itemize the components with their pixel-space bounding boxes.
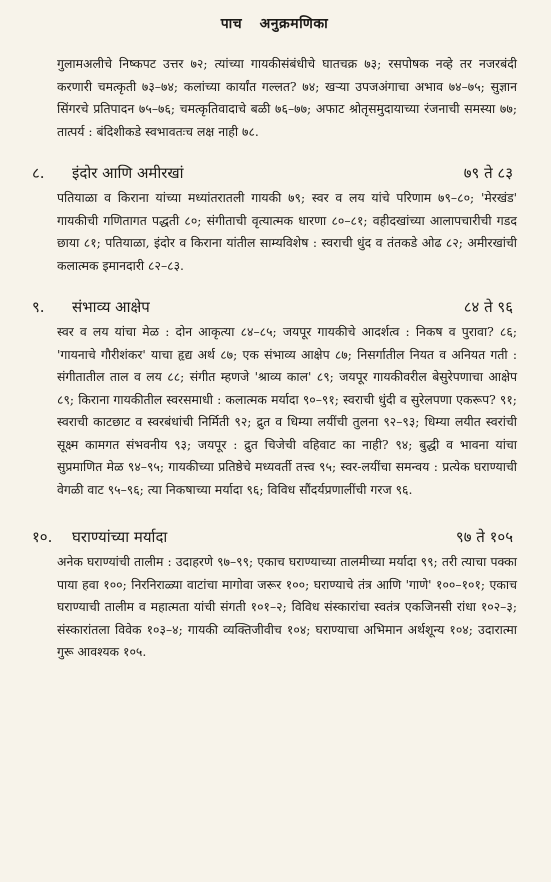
intro-paragraph: गुलामअलीचे निष्कपट उत्तर ७२; त्यांच्या गायकीसंबंधीचे घातचक्र ७३; रसपोषक नव्हे तर नजरबंदी करणारी चमत्कृती ७३–७४; कलांच्या कार्यांत गल्लत? ७४; खऱ्या उपजअंगाचा अभाव ७४–७५; सुज्ञान सिंगरचे प्रतिपादन ७५–७६; चमत्कृतिवादाचे बळी ७६–७७; अफाट श्रोतृसमुदायाच्या रंजनाची समस्या ७७; तात्पर्य : बंदिशीकडे स्वभावतःच लक्ष नाही ७८. bbox=[57, 56, 517, 139]
section-page-range: ८४ ते ९६ bbox=[463, 298, 513, 316]
section-heading bbox=[32, 527, 517, 547]
section-page-range: ७९ ते ८३ bbox=[463, 164, 513, 182]
page-header bbox=[32, 14, 517, 33]
section-number: ८. bbox=[32, 164, 45, 182]
section-page-range: ९७ ते १०५ bbox=[455, 528, 513, 546]
page-title: अनुक्रमणिका bbox=[259, 16, 329, 32]
page-number-label: पाच bbox=[220, 16, 243, 32]
section-number: १०. bbox=[32, 528, 53, 546]
section-body: स्वर व लय यांचा मेळ : दोन आकृत्या ८४–८५; जयपूर गायकीचे आदर्शत्व : निकष व पुरावा? ८६; 'गायनाचे गौरीशंकर' याचा हृद्य अर्थ ८७; एक संभाव्य आक्षेप ८७; निसर्गातील नियत व अनियत गती : संगीतातील ताल व लय ८८; संगीत म्हणजे 'श्राव्य काल' ८९; जयपूर गायकीवरील बेसुरेपणाचा आक्षेप ८९; किराना गायकीतील स्वरसमाधी : कलात्मक मर्यादा ९०–९१; स्वराची धुंदी व सुरेलपणा एकरूप? ९१; स्वराची काटछाट व स्वरबंधांची निर्मिती ९२; द्रुत व धिम्या लयींची तुलना ९२–९३; धिम्या लयीत स्वरांची सूक्ष्म कामगत संभवनीय ९३; जयपूर : द्रुत चिजेची वहिवाट का नाही? ९४; बुद्धी व भावना यांचा सुप्रमाणित मेळ ९४–९५; गायकीच्या प्रतिष्ठेचे मध्यवर्ती तत्त्व ९५; स्वर-लयींचा समन्वय : प्रत्येक घराण्याची वेगळी वाट ९५–९६; त्या निकषाच्या मर्यादा ९६; विविध सौंदर्यप्रणालींची गरज ९६. bbox=[57, 324, 517, 497]
section-body: अनेक घराण्यांची तालीम : उदाहरणे ९७–९९; एकाच घराण्याच्या तालमीच्या मर्यादा ९९; तरी त्याचा पक्का पाया हवा १००; निरनिराळ्या वाटांचा मागोवा जरूर १००; घराण्याचे तंत्र आणि 'गाणे' १००–१०१; एकाच घराण्याची तालीम व महात्मता यांची संगती १०१–२; विविध संस्कारांचा स्वतंत्र एकजिनसी रांधा १०२–३; संस्कारांतला विवेक १०३–४; गायकी व्यक्तिजीवीच १०४; घराण्याचा अभिमान अर्थशून्य १०४; उदारात्मा गुरू आवश्यक १०५. bbox=[57, 554, 517, 659]
section-heading bbox=[32, 297, 517, 317]
section-9 bbox=[32, 297, 517, 501]
section-title: घराण्यांच्या मर्यादा bbox=[72, 528, 168, 546]
section-title: संभाव्य आक्षेप bbox=[72, 298, 150, 316]
section-number: ९. bbox=[32, 298, 45, 316]
section-10 bbox=[32, 527, 517, 664]
section-body: पतियाळा व किराना यांच्या मध्यांतरातली गायकी ७९; स्वर व लय यांचे परिणाम ७९–८०; 'मेरखंड' गायकीची गणितागत पद्धती ८०; संगीताची वृत्यात्मक धारणा ८०–८१; वहीदखांच्या आलापचारीची गडद छाया ८१; पतियाळा, इंदोर व किराना यांतील साम्यविशेष : स्वराची धुंद व तंतकडे ओढ ८२; अमीरखांची कलात्मक इमानदारी ८२–८३. bbox=[57, 190, 517, 273]
section-title: इंदोर आणि अमीरखां bbox=[72, 164, 184, 182]
section-heading bbox=[32, 163, 517, 183]
section-8 bbox=[32, 163, 517, 277]
